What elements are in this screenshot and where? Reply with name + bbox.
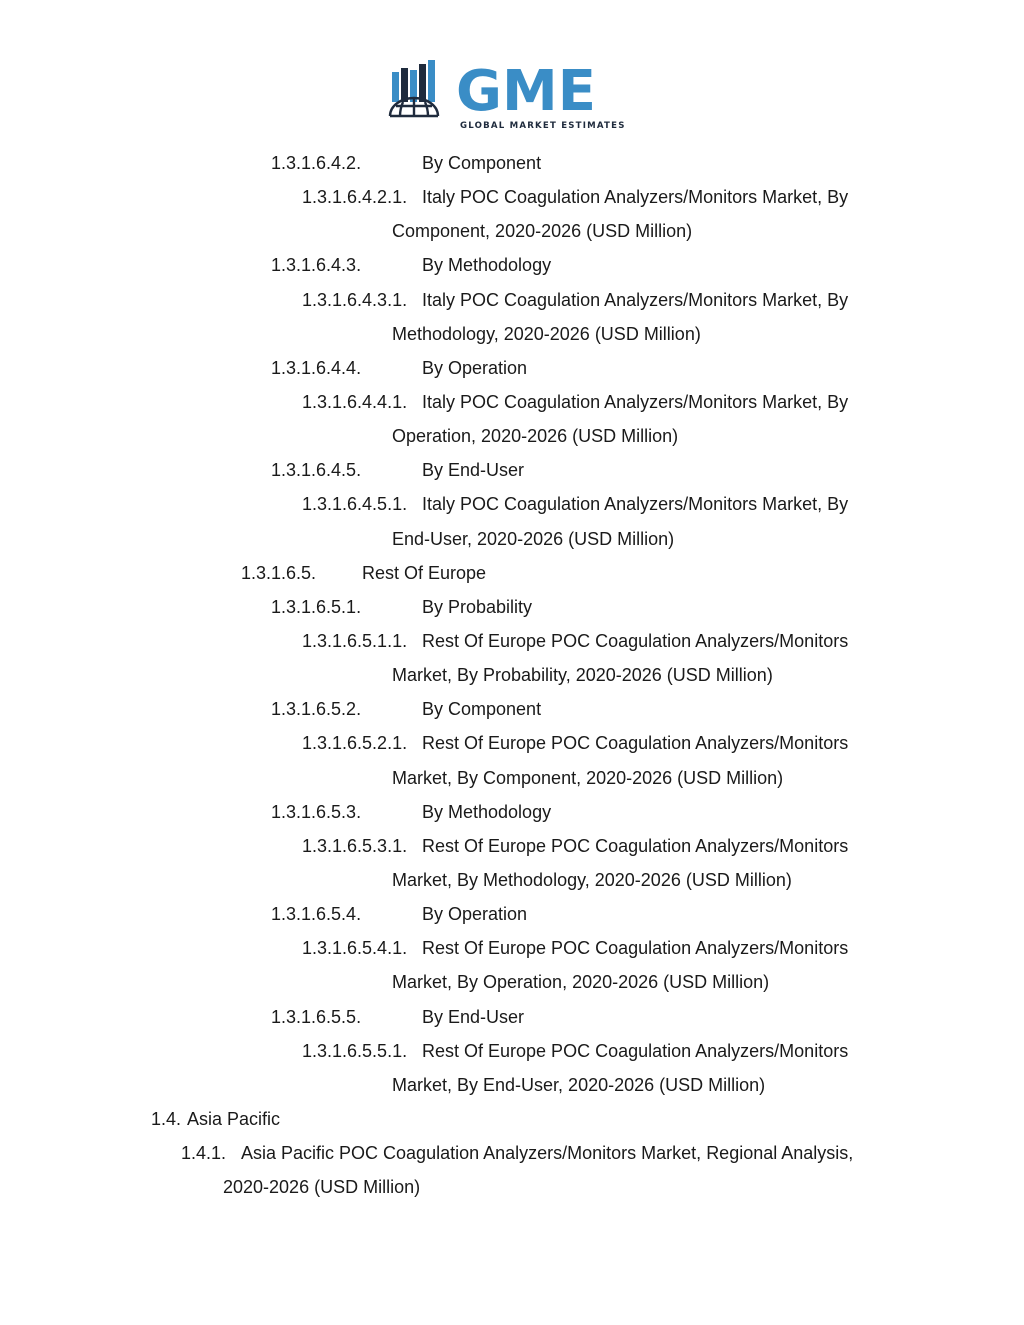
toc-entry [0, 692, 1024, 726]
toc-entry-number: 1.3.1.6.5.2. [271, 699, 362, 720]
toc-entry-continuation: Market, By Methodology, 2020-2026 (USD Million) [392, 870, 792, 891]
toc-entry [0, 146, 1024, 180]
gme-logo [386, 58, 642, 134]
toc-entry-number: 1.3.1.6.5.4.1. [302, 938, 408, 959]
toc-entry-text: Rest Of Europe POC Coagulation Analyzers/Monitors [422, 631, 849, 652]
toc-entry-continuation: Component, 2020-2026 (USD Million) [392, 221, 693, 242]
toc-entry-number: 1.3.1.6.5.1.1. [302, 631, 408, 652]
toc-entry-text: By Operation [422, 904, 528, 925]
toc-entry-continuation: Market, By End-User, 2020-2026 (USD Million) [392, 1074, 766, 1095]
toc-entry-text: By Methodology [422, 801, 552, 822]
toc-entry-text: Rest Of Europe POC Coagulation Analyzers/Monitors [422, 835, 849, 856]
logo-bar [428, 60, 435, 102]
logo-bar [392, 72, 399, 102]
toc-entry [0, 1136, 1024, 1204]
toc-entry-continuation: Market, By Probability, 2020-2026 (USD Million) [392, 665, 773, 686]
toc-entry [0, 795, 1024, 829]
toc-entry-number: 1.4.1. [181, 1143, 227, 1164]
toc-entry-continuation: Market, By Component, 2020-2026 (USD Million) [392, 767, 784, 788]
toc-entry [0, 385, 1024, 453]
toc-entry [0, 624, 1024, 692]
toc-entry [0, 248, 1024, 282]
toc-entry-text: Rest Of Europe [362, 562, 487, 583]
toc-entry [0, 351, 1024, 385]
logo-wordmark: GME [456, 59, 596, 124]
toc-entry [0, 590, 1024, 624]
toc-entry [0, 487, 1024, 555]
toc-entry [0, 283, 1024, 351]
gme-logo-graphic [386, 58, 642, 134]
toc-entry [0, 931, 1024, 999]
toc-entry-number: 1.3.1.6.4.3.1. [302, 289, 408, 310]
toc-entry-number: 1.3.1.6.4.3. [271, 255, 362, 276]
toc-entry-number: 1.4. [151, 1109, 182, 1130]
logo-tagline: GLOBAL MARKET ESTIMATES [460, 121, 626, 131]
toc-entry-text: Italy POC Coagulation Analyzers/Monitors Market, By [422, 289, 849, 310]
toc-entry-number: 1.3.1.6.5.5. [271, 1006, 362, 1027]
toc-entry-continuation: Methodology, 2020-2026 (USD Million) [392, 323, 701, 344]
toc-entry [0, 453, 1024, 487]
toc-entry-number: 1.3.1.6.4.5. [271, 460, 362, 481]
toc-entry-text: By End-User [422, 1006, 525, 1027]
toc-entry-text: Asia Pacific [187, 1109, 281, 1130]
toc-entry [0, 829, 1024, 897]
toc-entry-text: By Component [422, 699, 542, 720]
toc-entry-number: 1.3.1.6.4.2.1. [302, 187, 408, 208]
toc-entry [0, 1102, 1024, 1136]
toc-entry-continuation: Operation, 2020-2026 (USD Million) [392, 426, 679, 447]
logo-bar [419, 64, 426, 102]
toc-entry-text: Rest Of Europe POC Coagulation Analyzers/Monitors [422, 938, 849, 959]
toc-entry [0, 726, 1024, 794]
toc-entry-text: Italy POC Coagulation Analyzers/Monitors Market, By [422, 187, 849, 208]
toc-entry-number: 1.3.1.6.5.1. [271, 596, 362, 617]
toc-entry-number: 1.3.1.6.5.2.1. [302, 733, 408, 754]
toc-entry-continuation: End-User, 2020-2026 (USD Million) [392, 528, 675, 549]
toc-entry-number: 1.3.1.6.5. [241, 562, 317, 583]
toc-entry [0, 180, 1024, 248]
toc-entry-number: 1.3.1.6.4.2. [271, 153, 362, 173]
toc-entry-number: 1.3.1.6.4.5.1. [302, 494, 408, 515]
toc-entry-number: 1.3.1.6.5.5.1. [302, 1040, 408, 1061]
toc-entry-continuation: Market, By Operation, 2020-2026 (USD Million) [392, 972, 770, 993]
toc-entry [0, 1000, 1024, 1034]
table-of-contents [0, 146, 1024, 1205]
toc-entry-number: 1.3.1.6.4.4. [271, 357, 362, 378]
toc-entry-text: By Operation [422, 357, 528, 378]
toc-entry-text: Rest Of Europe POC Coagulation Analyzers/Monitors [422, 1040, 849, 1061]
toc-entry [0, 1034, 1024, 1102]
toc-entry-text: By Component [422, 153, 542, 173]
toc-entry-text: By End-User [422, 460, 525, 481]
toc-entry-number: 1.3.1.6.4.4.1. [302, 392, 408, 413]
toc-entry-text: Italy POC Coagulation Analyzers/Monitors Market, By [422, 494, 849, 515]
toc-entry-text: By Probability [422, 596, 533, 617]
toc-entry [0, 897, 1024, 931]
toc-entry [0, 556, 1024, 590]
toc-entry-text: By Methodology [422, 255, 552, 276]
toc-entry-number: 1.3.1.6.5.4. [271, 904, 362, 925]
toc-entry-text: Asia Pacific POC Coagulation Analyzers/Monitors Market, Regional Analysis, [241, 1143, 854, 1164]
logo-bar [401, 68, 408, 102]
toc-entry-number: 1.3.1.6.5.3. [271, 801, 362, 822]
toc-entry-continuation: 2020-2026 (USD Million) [223, 1177, 421, 1198]
toc-entry-number: 1.3.1.6.5.3.1. [302, 835, 408, 856]
toc-entry-text: Italy POC Coagulation Analyzers/Monitors Market, By [422, 392, 849, 413]
toc-entry-text: Rest Of Europe POC Coagulation Analyzers/Monitors [422, 733, 849, 754]
